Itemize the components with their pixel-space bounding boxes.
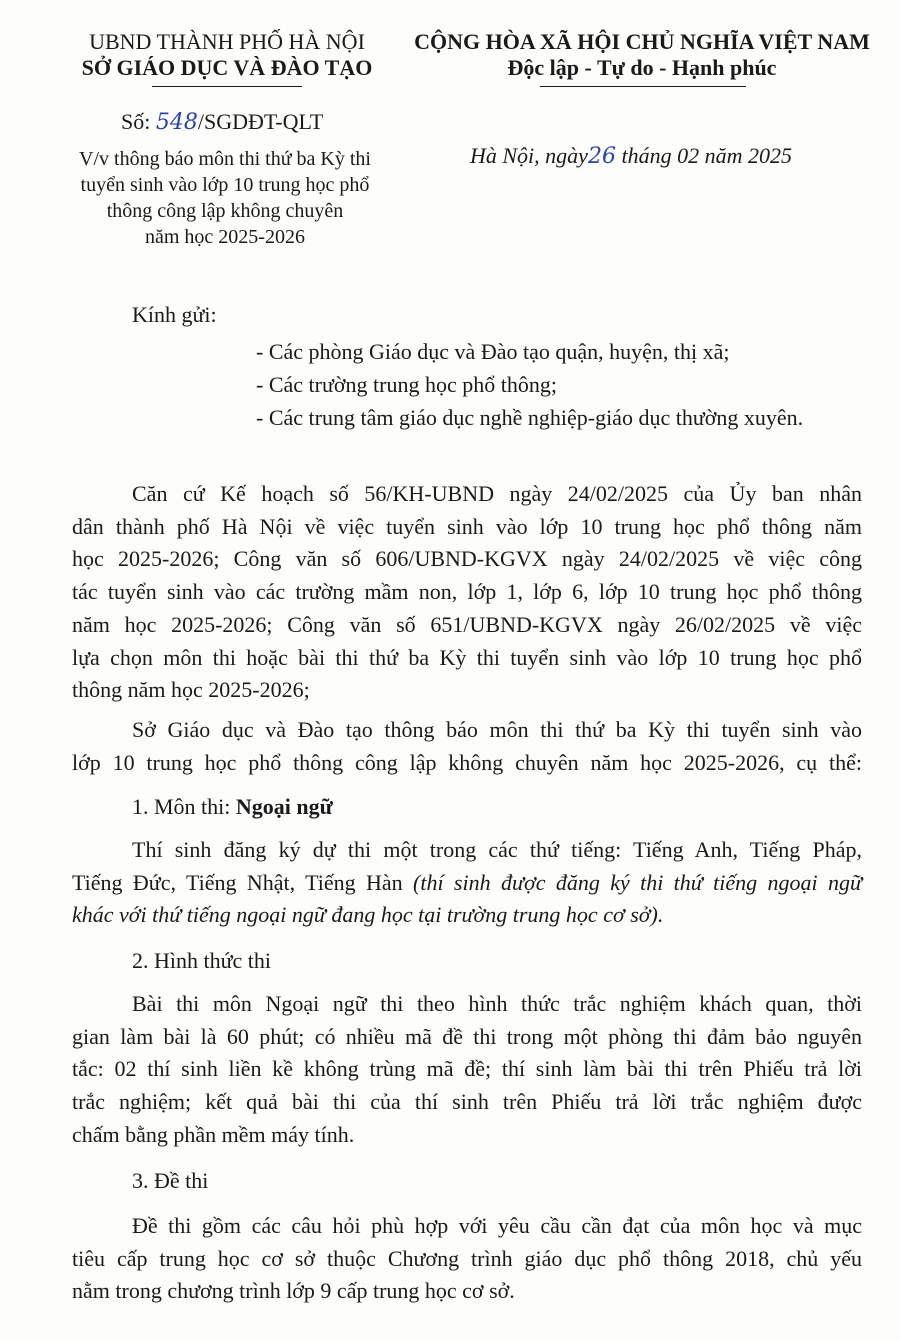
section-1-subject: Ngoại ngữ [235, 794, 333, 819]
paragraph-line: lớp 10 trung học phổ thông công lập không chuyên năm học 2025-2026, cụ thể: [72, 749, 862, 775]
document-number-suffix: /SGDĐT-QLT [197, 109, 324, 134]
section-1-italic-note: (thí sinh được đăng ký thi thứ tiếng ngoại ngữ [413, 869, 862, 895]
agency-underline [152, 86, 302, 87]
date-day-handwritten: 26 [587, 144, 616, 169]
section-3-paragraph [72, 1210, 862, 1308]
paragraph-line: gian làm bài là 60 phút; có nhiều mã đề thi trong một phòng thi đảm bảo nguyên [72, 1023, 862, 1049]
paragraph-line: năm học 2025-2026; Công văn số 651/UBND-KGVX ngày 26/02/2025 về việc [72, 611, 862, 637]
paragraph-line: Sở Giáo dục và Đào tạo thông báo môn thi thứ ba Kỳ thi tuyển sinh vào [132, 717, 862, 742]
paragraph-line: Căn cứ Kế hoạch số 56/KH-UBND ngày 24/02/2025 của Ủy ban nhân [132, 481, 862, 506]
basis-paragraph [72, 478, 862, 707]
section-1-paragraph [72, 834, 862, 932]
national-title: CỘNG HÒA XÃ HỘI CHỦ NGHĨA VIỆT NAM [414, 29, 870, 54]
paragraph-line: Bài thi môn Ngoại ngữ thi theo hình thức trắc nghiệm khách quan, thời [132, 991, 862, 1016]
paragraph-line: tiêu cấp trung học cơ sở thuộc Chương trình giáo dục phổ thông 2018, chủ yếu [72, 1245, 862, 1271]
paragraph-line: trắc nghiệm; kết quả bài thi của thí sinh trên Phiếu trả lời trắc nghiệm được [72, 1089, 862, 1115]
section-2-heading: 2. Hình thức thi [132, 948, 272, 973]
paragraph-line: nằm trong chương trình lớp 9 cấp trung học cơ sở. [72, 1278, 515, 1304]
section-1-plain-text: Tiếng Đức, Tiếng Nhật, Tiếng Hàn [72, 869, 414, 895]
agency-name: UBND THÀNH PHỐ HÀ NỘI [89, 29, 365, 54]
motto-underline [540, 86, 746, 87]
recipient-item: - Các trung tâm giáo dục nghề nghiệp-giáo dục thường xuyên. [256, 405, 804, 430]
document-number-handwritten: 548 [155, 110, 198, 135]
section-1-heading [132, 794, 333, 820]
document-number-prefix: Số: [121, 109, 156, 134]
paragraph-line: khác với thứ tiếng ngoại ngữ đang học tại trường trung học cơ sở). [72, 902, 664, 928]
document-number [121, 108, 323, 137]
paragraph-line: thông năm học 2025-2026; [72, 677, 310, 703]
recipient-item: - Các trường trung học phổ thông; [256, 372, 557, 397]
section-1-prefix: 1. Môn thi: [132, 794, 236, 819]
paragraph-line: chấm bằng phần mềm máy tính. [72, 1121, 355, 1147]
subject-line: tuyển sinh vào lớp 10 trung học phổ [80, 174, 370, 196]
paragraph-line: tắc: 02 thí sinh liền kề không trùng mã đề; thí sinh làm bài thi trên Phiếu trả lời [72, 1056, 862, 1082]
paragraph-line: lựa chọn môn thi hoặc bài thi thứ ba Kỳ thi tuyển sinh vào lớp 10 trung học phổ [72, 644, 862, 670]
paragraph-line: Đề thi gồm các câu hỏi phù hợp với yêu cầu cần đạt của môn học và mục [132, 1213, 862, 1238]
section-3-heading: 3. Đề thi [132, 1168, 209, 1193]
paragraph-line: Thí sinh đăng ký dự thi một trong các thứ tiếng: Tiếng Anh, Tiếng Pháp, [132, 837, 862, 862]
department-name: SỞ GIÁO DỤC VÀ ĐÀO TẠO [81, 55, 373, 80]
subject-line: V/v thông báo môn thi thứ ba Kỳ thi [79, 148, 371, 170]
paragraph-line: tác tuyển sinh vào các trường mầm non, lớp 1, lớp 6, lớp 10 trung học phổ thông [72, 579, 862, 605]
national-motto: Độc lập - Tự do - Hạnh phúc [507, 55, 777, 80]
section-2-paragraph [72, 988, 862, 1152]
recipient-item: - Các phòng Giáo dục và Đào tạo quận, huyện, thị xã; [256, 339, 730, 364]
subject-block [50, 146, 400, 250]
paragraph-line: dân thành phố Hà Nội về việc tuyển sinh vào lớp 10 trung học phổ thông năm [72, 513, 862, 539]
notice-paragraph [72, 714, 862, 779]
paragraph-line [72, 867, 862, 900]
recipients-label: Kính gửi: [132, 302, 217, 327]
paragraph-line: học 2025-2026; Công văn số 606/UBND-KGVX ngày 24/02/2025 về việc công [72, 546, 862, 572]
subject-line: năm học 2025-2026 [145, 226, 305, 248]
document-date [470, 142, 792, 171]
subject-line: thông công lập không chuyên [106, 200, 344, 222]
date-suffix: tháng 02 năm 2025 [615, 143, 792, 168]
date-prefix: Hà Nội, ngày [470, 143, 588, 168]
